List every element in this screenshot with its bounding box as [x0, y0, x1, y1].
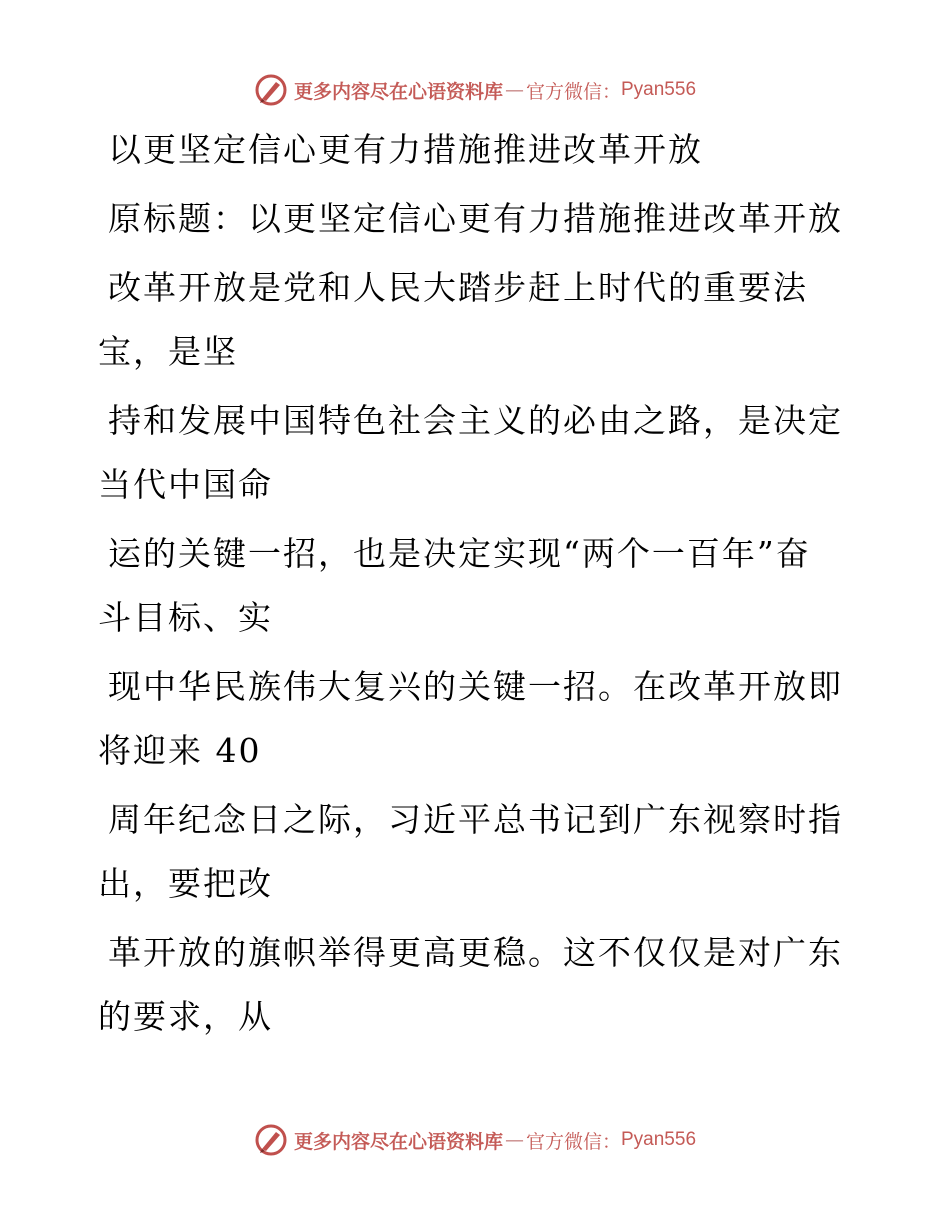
banner-suffix-text: 官方微信： [525, 80, 621, 103]
paragraph [98, 655, 843, 783]
document-body [98, 118, 843, 1049]
text-line: 运的关键一招，也是决定实现“两个一百年”奋 [108, 534, 811, 573]
text-line: 持和发展中国特色社会主义的必由之路，是决定 [108, 401, 843, 440]
text-line: 改革开放是党和人民大踏步赶上时代的重要法 [108, 268, 808, 307]
text-line: 将迎来 40 [98, 731, 262, 770]
paragraph [98, 256, 833, 384]
header-watermark [0, 70, 950, 110]
banner-main-text: 更多内容尽在心语资料库 [293, 80, 503, 103]
banner-separator: — [504, 1129, 524, 1151]
paragraph [98, 187, 843, 251]
text-line: 周年纪念日之际，习近平总书记到广东视察时指 [108, 800, 843, 839]
text-line: 宝，是坚 [98, 332, 238, 371]
pen-logo-icon [254, 1123, 288, 1157]
paragraph [98, 118, 833, 182]
original-title-line: 原标题：以更坚定信心更有力措施推进改革开放 [108, 199, 843, 238]
footer-watermark [0, 1120, 950, 1160]
paragraph [98, 389, 843, 517]
banner-separator: — [504, 79, 524, 101]
banner-main-text: 更多内容尽在心语资料库 [293, 1130, 503, 1153]
paragraph [98, 788, 843, 916]
pen-logo-icon [254, 73, 288, 107]
banner-wechat-id: Pyan556 [621, 1129, 697, 1150]
page-title: 以更坚定信心更有力措施推进改革开放 [108, 130, 703, 169]
banner-suffix-text: 官方微信： [525, 1130, 621, 1153]
banner-wechat-id: Pyan556 [621, 79, 697, 100]
text-line: 现中华民族伟大复兴的关键一招。在改革开放即 [108, 667, 843, 706]
text-line: 的要求，从 [98, 997, 273, 1036]
text-line: 当代中国命 [98, 465, 273, 504]
text-line: 革开放的旗帜举得更高更稳。这不仅仅是对广东 [108, 933, 843, 972]
text-line: 斗目标、实 [98, 598, 273, 637]
paragraph [98, 921, 843, 1049]
paragraph [98, 522, 833, 650]
text-line: 出，要把改 [98, 864, 273, 903]
